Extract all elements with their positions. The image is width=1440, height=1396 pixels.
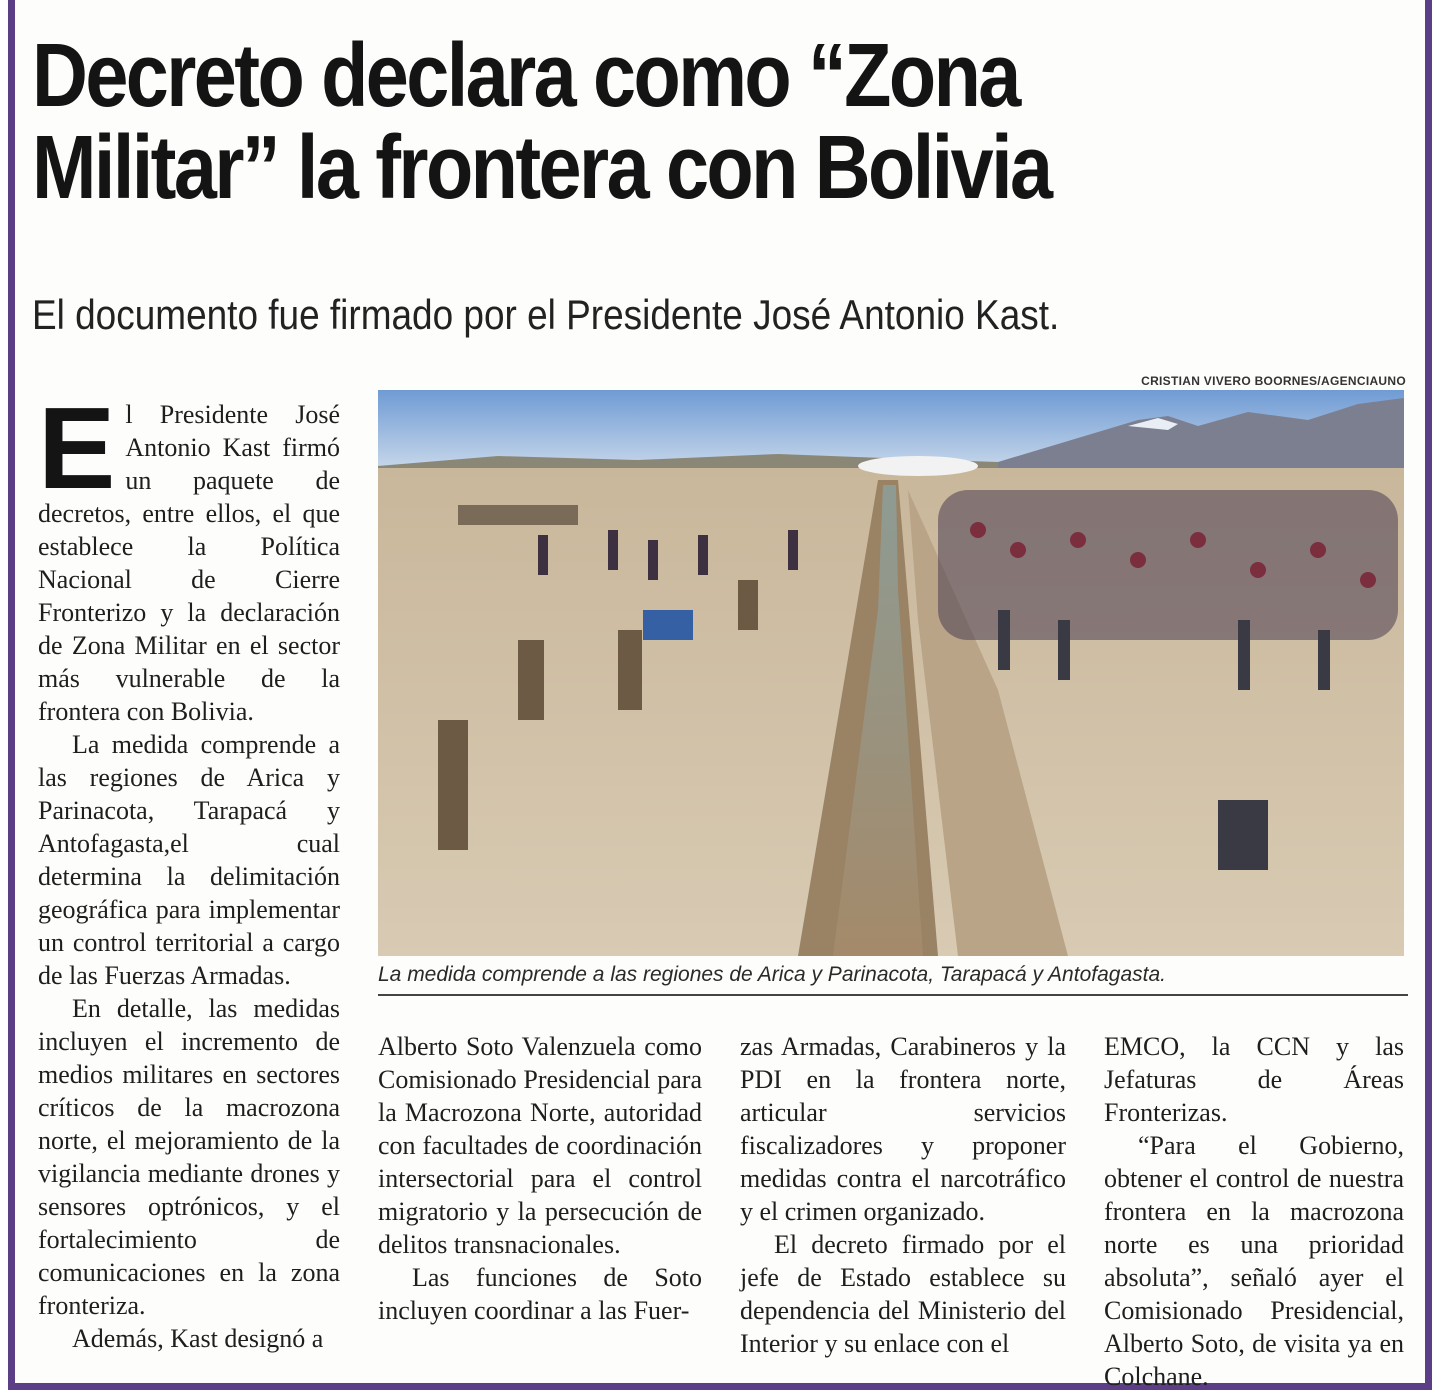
column-2 xyxy=(378,1030,702,1327)
paragraph-3: En detalle, las medidas incluyen el incremento de medios militares en sectores críticos de la macrozona norte, el mejoramiento de la vigilancia mediante drones y sensores optrónicos, y el fortalecimiento de comunicaciones en la zona fronteriza. xyxy=(38,994,340,1320)
headline: Decreto declara como “Zona Militar” la frontera con Bolivia xyxy=(32,26,1051,218)
paragraph-7: “Para el Gobierno, obtener el control de nuestra frontera en la macrozona norte es una prioridad absoluta”, señaló ayer el Comisionado Presidencial, Alberto Soto, de visita ya en Colchane. xyxy=(1104,1131,1404,1391)
paragraph-1 xyxy=(38,383,340,728)
paragraph-6-end: EMCO, la CCN y las Jefaturas de Áreas Fronterizas. xyxy=(1104,1032,1404,1127)
column-1 xyxy=(38,383,340,1355)
subheadline: El documento fue firmado por el Presidente José Antonio Kast. xyxy=(32,291,1060,338)
paragraph-6-start: El decreto firmado por el jefe de Estado establece su dependencia del Ministerio del Interior y su enlace con el xyxy=(740,1230,1066,1358)
paragraph-4-start: Además, Kast designó a xyxy=(72,1324,324,1353)
paragraph-1-text: l Presidente José Antonio Kast firmó un paquete de decretos, entre ellos, el que establece la Política Nacional de Cierre Fronterizo y la declaración de Zona Militar en el sector más vulnerable de la frontera con Bolivia. xyxy=(38,400,340,726)
column-4 xyxy=(1104,1030,1404,1393)
drop-cap: E xyxy=(38,383,116,513)
photo-illustration xyxy=(378,390,1404,956)
article-photo xyxy=(378,390,1404,956)
paragraph-2: La medida comprende a las regiones de Arica y Parinacota, Tarapacá y Antofagasta,el cual determina la delimitación geográfica para implementar un control territorial a cargo de las Fuerzas Armadas. xyxy=(38,730,340,990)
paragraph-4-end: Alberto Soto Valenzuela como Comisionado Presidencial para la Macrozona Norte, autoridad con facultades de coordinación intersectorial para el control migratorio y la persecución de delitos transnacionales. xyxy=(378,1032,702,1259)
photo-credit: CRISTIAN VIVERO BOORNES/AGENCIAUNO xyxy=(1141,374,1406,388)
photo-caption: La medida comprende a las regiones de Arica y Parinacota, Tarapacá y Antofagasta. xyxy=(378,963,1166,986)
column-3 xyxy=(740,1030,1066,1360)
paragraph-5-end: zas Armadas, Carabineros y la PDI en la frontera norte, articular servicios fiscalizadores y proponer medidas contra el narcotráfico y el crimen organizado. xyxy=(740,1032,1066,1226)
paragraph-5-start: Las funciones de Soto incluyen coordinar a las Fuer- xyxy=(378,1263,702,1325)
caption-rule xyxy=(378,994,1408,996)
